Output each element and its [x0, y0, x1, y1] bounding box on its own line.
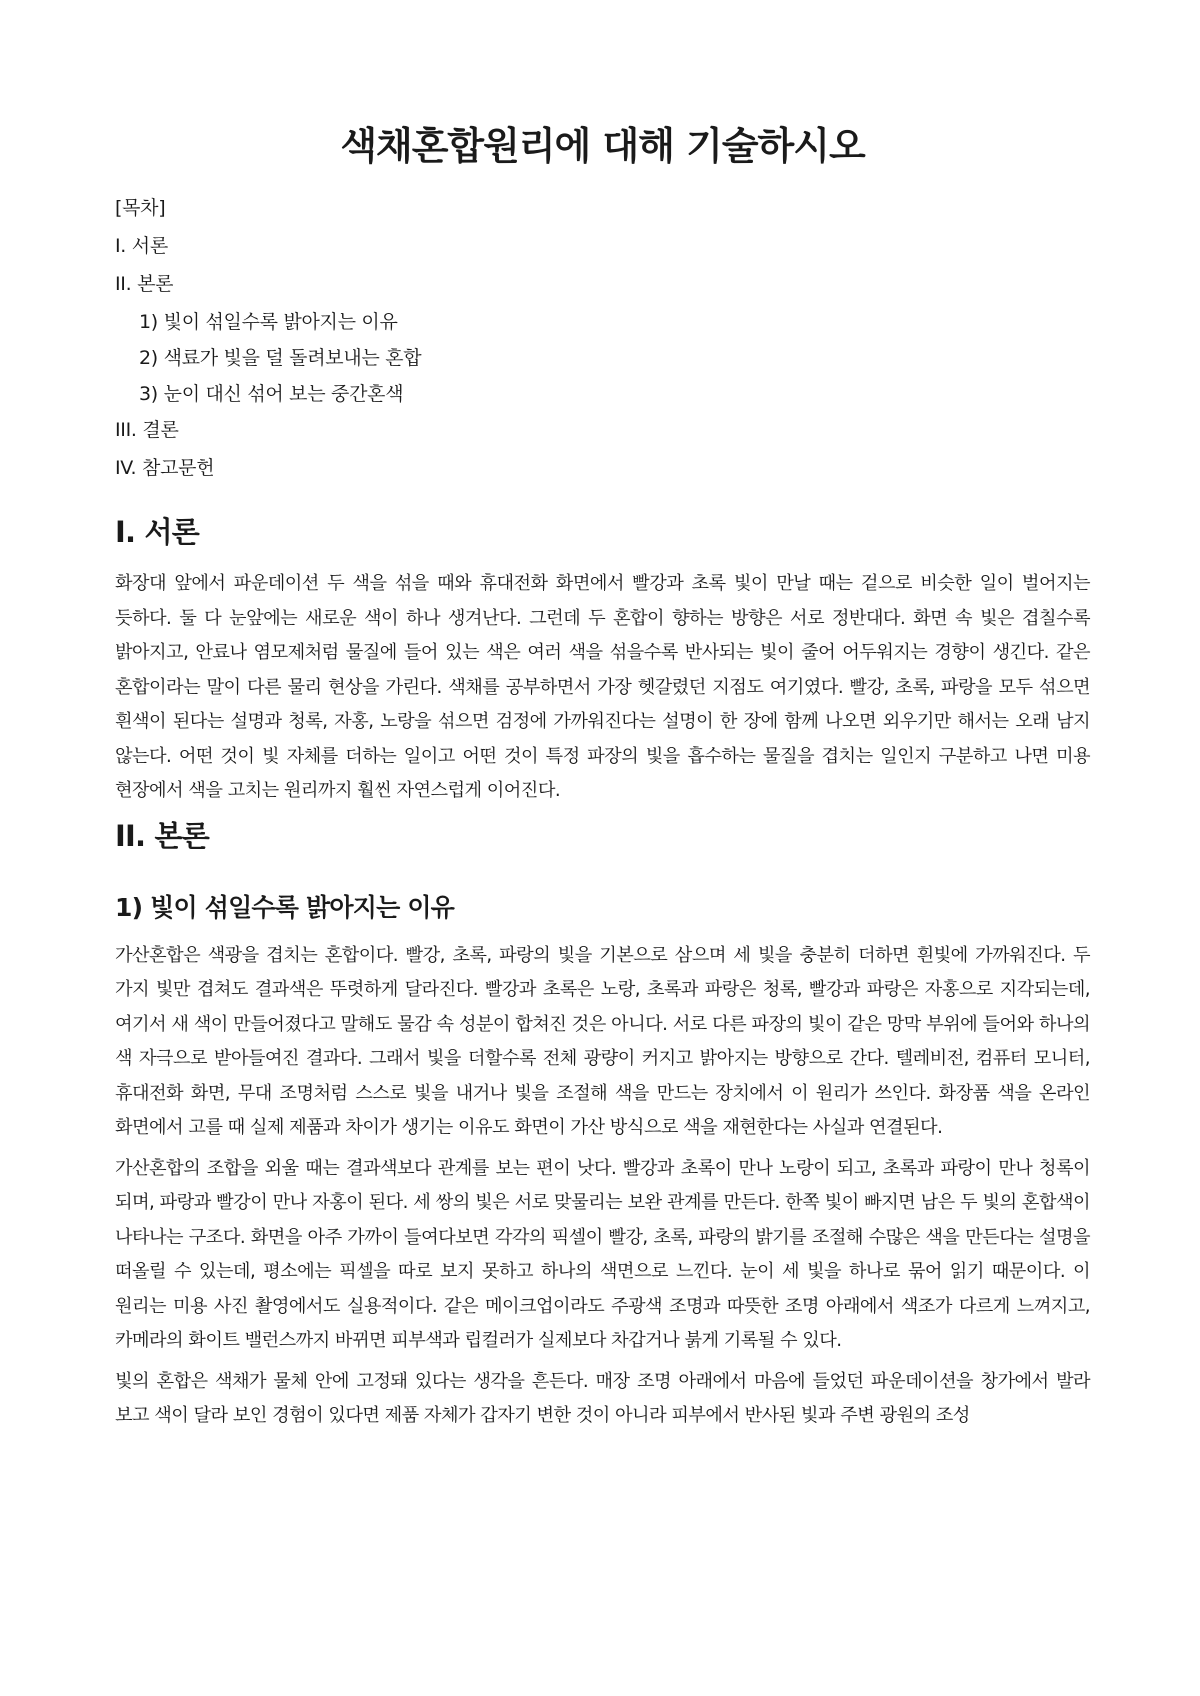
toc-item-body-2: 2) 색료가 빛을 덜 돌려보내는 혼합: [139, 347, 422, 369]
intro-paragraph: 화장대 앞에서 파운데이션 두 색을 섞을 때와 휴대전화 화면에서 빨강과 초록 빛이 만날 때는 겉으로 비슷한 일이 벌어지는 듯하다. 둘 다 눈앞에는 새로운 색이 하나 생겨난다. 그런데 두 혼합이 향하는 방향은 서로 정반대다. 화면 속 빛은 겹칠수록 밝아지고, 안료나 염모제처럼 물질에 들어 있는 색은 여러 색을 섞을수록 반사되는 빛이 줄어 어두워지는 경향이 생긴다. 같은 혼합이라는 말이 다른 물리 현상을 가린다. 색채를 공부하면서 가장 헷갈렸던 지점도 여기였다. 빨강, 초록, 파랑을 모두 섞으면 흰색이 된다는 설명과 청록, 자홍, 노랑을 섞으면 검정에 가까워진다는 설명이 한 장에 함께 나오면 외우기만 해서는 오래 남지 않는다. 어떤 것이 빛 자체를 더하는 일이고 어떤 것이 특정 파장의 빛을 흡수하는 물질을 겹치는 일인지 구분하고 나면 미용 현장에서 색을 고치는 원리까지 훨씬 자연스럽게 이어진다.: [115, 573, 1090, 801]
section-heading-intro: I. 서론: [115, 515, 199, 549]
subsection-heading-1: 1) 빛이 섞일수록 밝아지는 이유: [115, 892, 455, 922]
body-paragraph-1: 가산혼합은 색광을 겹치는 혼합이다. 빨강, 초록, 파랑의 빛을 기본으로 삼으며 세 빛을 충분히 더하면 흰빛에 가까워진다. 두 가지 빛만 겹쳐도 결과색은 뚜렷하게 달라진다. 빨강과 초록은 노랑, 초록과 파랑은 청록, 빨강과 파랑은 자홍으로 지각되는데, 여기서 새 색이 만들어졌다고 말해도 물감 속 성분이 합쳐진 것은 아니다. 서로 다른 파장의 빛이 같은 망막 부위에 들어와 하나의 색 자극으로 받아들여진 결과다. 그래서 빛을 더할수록 전체 광량이 커지고 밝아지는 방향으로 간다. 텔레비전, 컴퓨터 모니터, 휴대전화 화면, 무대 조명처럼 스스로 빛을 내거나 빛을 조절해 색을 만드는 장치에서 이 원리가 쓰인다. 화장품 색을 온라인 화면에서 고를 때 실제 제품과 차이가 생기는 이유도 화면이 가산 방식으로 색을 재현한다는 사실과 연결된다.: [115, 944, 1090, 1138]
toc-item-references: IV. 참고문헌: [115, 457, 215, 479]
document-title: 색채혼합원리에 대해 기술하시오: [340, 124, 865, 168]
toc-item-body-3: 3) 눈이 대신 섞어 보는 중간혼색: [139, 383, 404, 405]
toc-heading: [목차]: [115, 197, 166, 219]
section-spacer: [115, 871, 1090, 889]
table-of-contents: [115, 196, 1090, 481]
toc-item-body-1: 1) 빛이 섞일수록 밝아지는 이유: [139, 311, 398, 333]
toc-item-intro: I. 서론: [115, 235, 168, 257]
toc-item-body: II. 본론: [115, 273, 174, 295]
body-paragraph-2: 가산혼합의 조합을 외울 때는 결과색보다 관계를 보는 편이 낫다. 빨강과 초록이 만나 노랑이 되고, 초록과 파랑이 만나 청록이 되며, 파랑과 빨강이 만나 자홍이 된다. 세 쌍의 빛은 서로 맞물리는 보완 관계를 만든다. 한쪽 빛이 빠지면 남은 두 빛의 혼합색이 나타나는 구조다. 화면을 아주 가까이 들여다보면 각각의 픽셀이 빨강, 초록, 파랑의 밝기를 조절해 수많은 색을 만든다는 설명을 떠올릴 수 있는데, 평소에는 픽셀을 따로 보지 못하고 하나의 색면으로 느낀다. 눈이 세 빛을 하나로 묶어 읽기 때문이다. 이 원리는 미용 사진 촬영에서도 실용적이다. 같은 메이크업이라도 주광색 조명과 따뜻한 조명 아래에서 색조가 다르게 느껴지고, 카메라의 화이트 밸런스까지 바뀌면 피부색과 립컬러가 실제보다 차갑거나 붉게 기록될 수 있다.: [115, 1157, 1090, 1351]
body-paragraph-3: 빛의 혼합은 색채가 물체 안에 고정돼 있다는 생각을 흔든다. 매장 조명 아래에서 마음에 들었던 파운데이션을 창가에서 발라 보고 색이 달라 보인 경험이 있다면 제품 자체가 갑자기 변한 것이 아니라 피부에서 반사된 빛과 주변 광원의 조성: [115, 1370, 1090, 1426]
toc-item-conclusion: III. 결론: [115, 419, 179, 441]
section-heading-body: II. 본론: [115, 818, 209, 853]
